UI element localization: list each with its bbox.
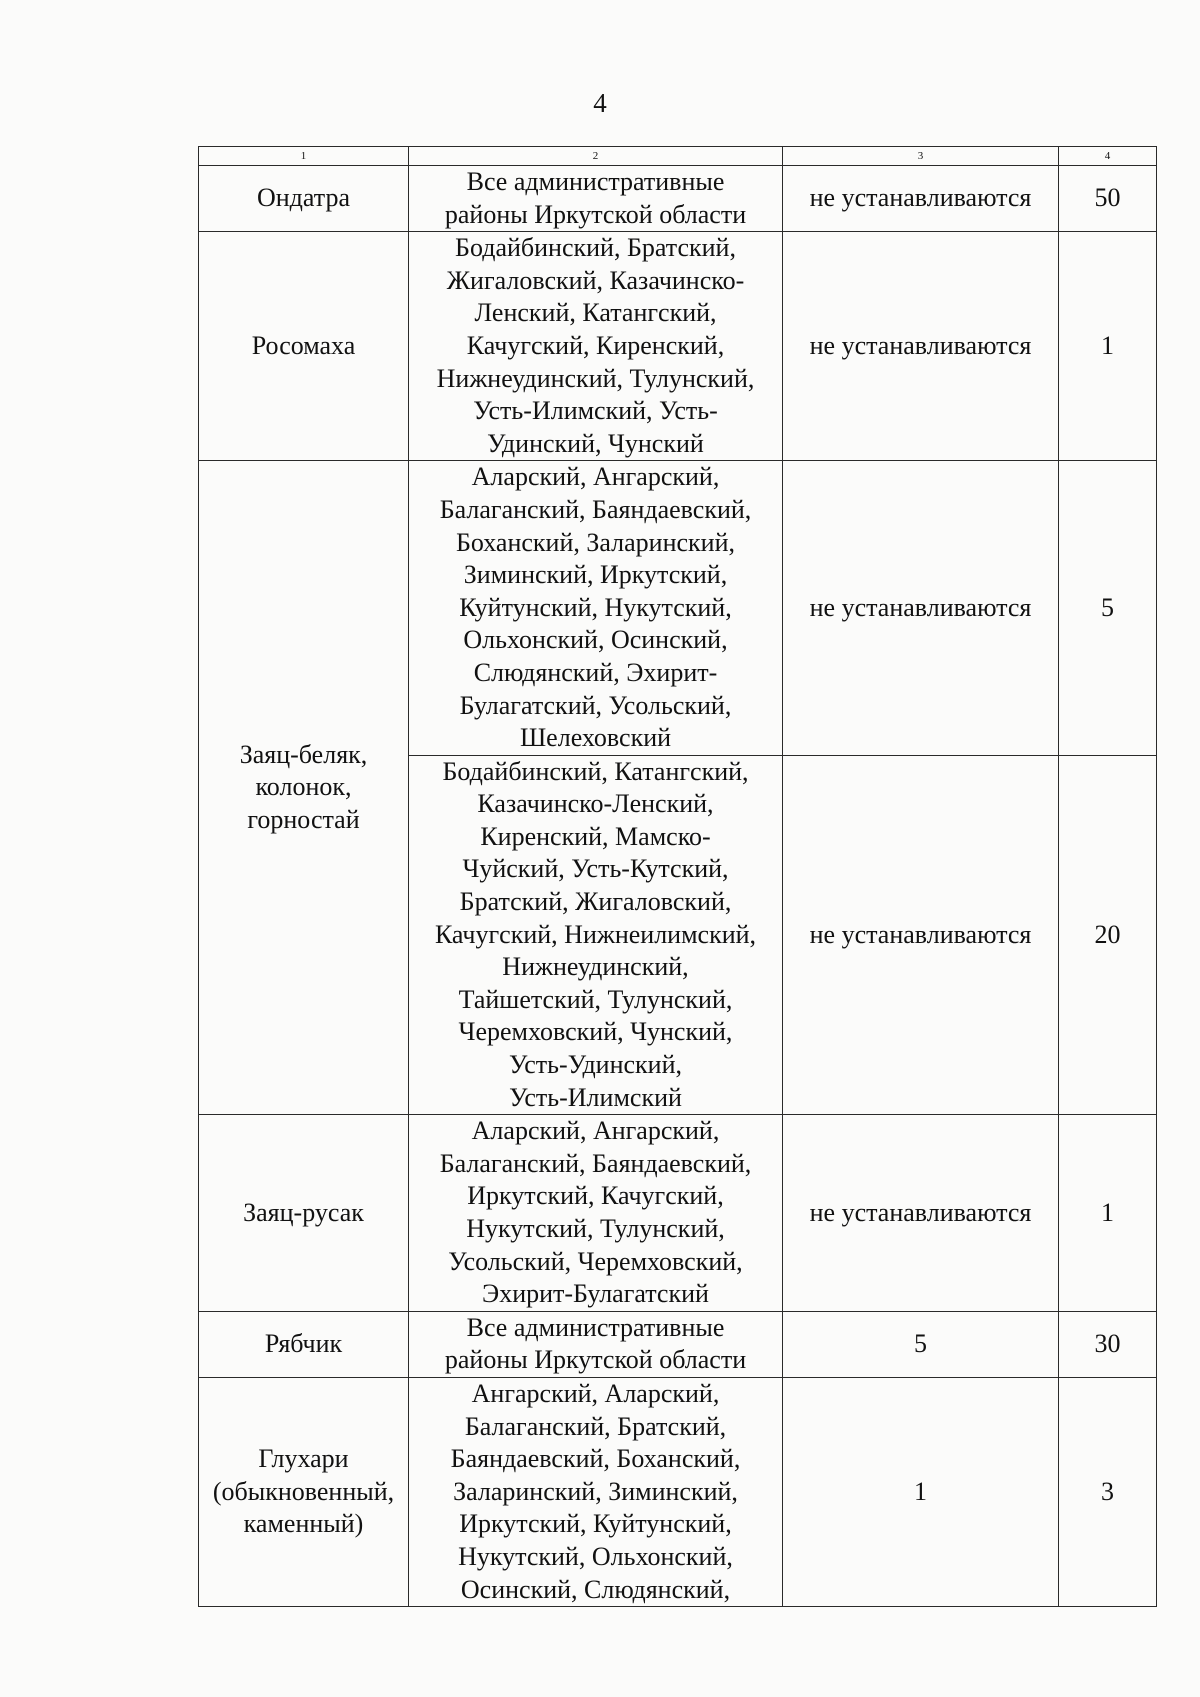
col4-cell: 20 [1059,755,1157,1115]
table-row [199,1311,1157,1377]
column-header-4: 4 [1059,147,1157,166]
page-number: 4 [593,88,607,118]
col4-cell: 1 [1059,1115,1157,1312]
areas-cell: Аларский, Ангарский, Балаганский, Баяндаевский, Иркутский, Качугский, Нукутский, Тулунский, Усольский, Черемховский, Эхирит-Булагатский [409,1115,783,1312]
col4-cell: 50 [1059,166,1157,232]
col3-cell: не устанавливаются [783,232,1059,461]
column-header-2: 2 [409,147,783,166]
hunting-quota-table [198,146,1157,1607]
col3-cell: 5 [783,1311,1059,1377]
species-cell: Рябчик [199,1311,409,1377]
col3-cell: не устанавливаются [783,461,1059,755]
column-header-1: 1 [199,147,409,166]
areas-cell: Аларский, Ангарский, Балаганский, Баяндаевский, Боханский, Заларинский, Зиминский, Иркутский, Куйтунский, Нукутский, Ольхонский, Осинский, Слюдянский, Эхирит- Булагатский, Усольский, Шелеховский [409,461,783,755]
areas-cell: Все административные районы Иркутской области [409,1311,783,1377]
species-cell: Заяц-беляк, колонок, горностай [199,461,409,1115]
col4-cell: 30 [1059,1311,1157,1377]
col3-cell: не устанавливаются [783,1115,1059,1312]
column-number-row [199,147,1157,166]
col3-cell: не устанавливаются [783,755,1059,1115]
table-row [199,1377,1157,1606]
areas-cell: Бодайбинский, Катангский, Казачинско-Ленский, Киренский, Мамско- Чуйский, Усть-Кутский, Братский, Жигаловский, Качугский, Нижнеилимский, Нижнеудинский, Тайшетский, Тулунский, Черемховский, Чунский, Усть-Удинский, Усть-Илимский [409,755,783,1115]
areas-cell: Ангарский, Аларский, Балаганский, Братский, Баяндаевский, Боханский, Заларинский, Зиминский, Иркутский, Куйтунский, Нукутский, Ольхонский, Осинский, Слюдянский, [409,1377,783,1606]
table-row [199,461,1157,755]
species-cell: Заяц-русак [199,1115,409,1312]
species-cell: Росомаха [199,232,409,461]
species-cell: Ондатра [199,166,409,232]
col4-cell: 5 [1059,461,1157,755]
col4-cell: 1 [1059,232,1157,461]
col3-cell: 1 [783,1377,1059,1606]
areas-cell: Бодайбинский, Братский, Жигаловский, Казачинско- Ленский, Катангский, Качугский, Киренский, Нижнеудинский, Тулунский, Усть-Илимский, Усть- Удинский, Чунский [409,232,783,461]
areas-cell: Все административные районы Иркутской области [409,166,783,232]
species-cell: Глухари (обыкновенный, каменный) [199,1377,409,1606]
table-row [199,166,1157,232]
col4-cell: 3 [1059,1377,1157,1606]
table-row [199,1115,1157,1312]
table-row [199,232,1157,461]
column-header-3: 3 [783,147,1059,166]
col3-cell: не устанавливаются [783,166,1059,232]
